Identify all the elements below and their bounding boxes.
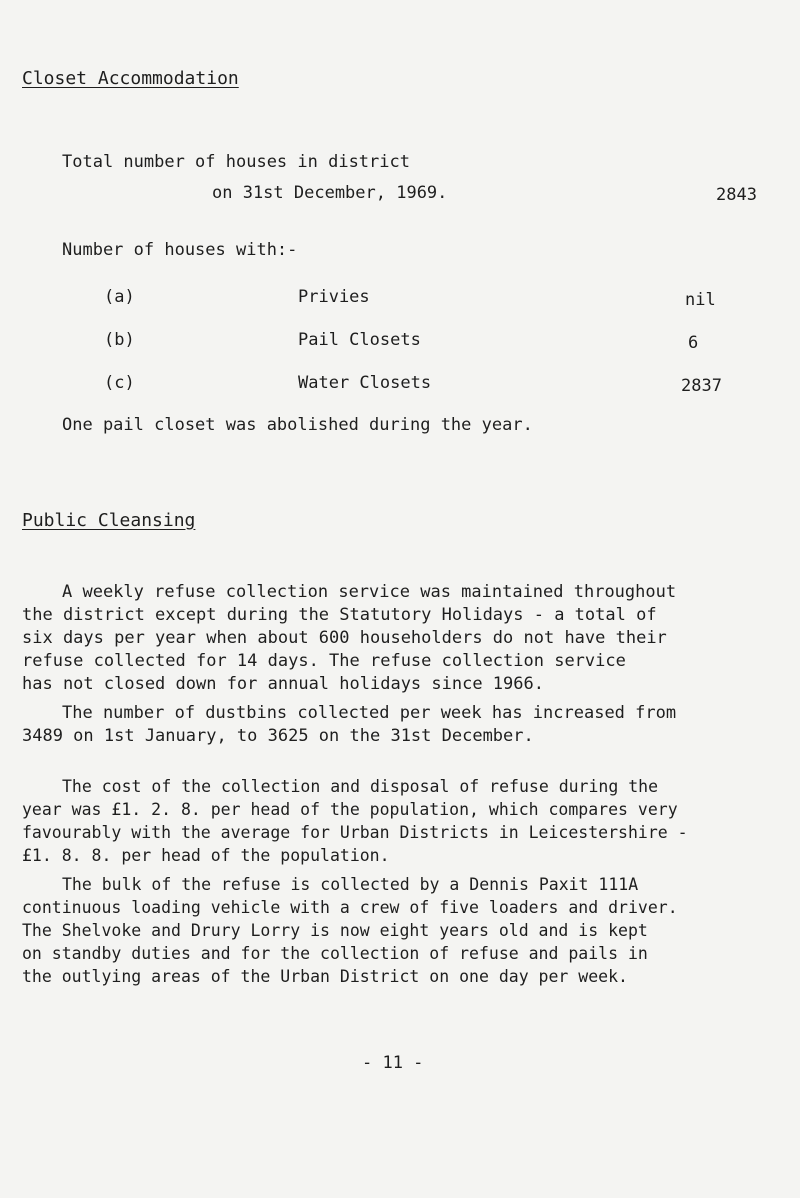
paragraph-line: six days per year when about 600 householders do not have their bbox=[22, 628, 667, 648]
total-houses-label: Total number of houses in district bbox=[62, 152, 410, 172]
paragraph-line: The cost of the collection and disposal of refuse during the bbox=[62, 777, 659, 796]
dustbins-paragraph bbox=[22, 702, 676, 748]
page-number: - 11 - bbox=[362, 1053, 424, 1073]
paragraph-line: £1. 8. 8. per head of the population. bbox=[22, 846, 390, 865]
row-a-value: nil bbox=[685, 290, 716, 310]
paragraph-line: The Shelvoke and Drury Lorry is now eight years old and is kept bbox=[22, 921, 648, 940]
paragraph-line: the district except during the Statutory Holidays - a total of bbox=[22, 605, 657, 625]
row-b-key: (b) bbox=[104, 330, 135, 350]
paragraph-line: refuse collected for 14 days. The refuse collection service bbox=[22, 651, 626, 671]
paragraph-line: A weekly refuse collection service was maintained throughout bbox=[62, 582, 677, 602]
paragraph-line: favourably with the average for Urban Districts in Leicestershire - bbox=[22, 823, 688, 842]
row-b-value: 6 bbox=[688, 333, 699, 353]
public-cleansing-heading: Public Cleansing bbox=[22, 510, 196, 531]
number-of-houses-label: Number of houses with:- bbox=[62, 240, 298, 260]
total-houses-value: 2843 bbox=[716, 185, 757, 205]
row-c-key: (c) bbox=[104, 373, 135, 393]
cost-paragraph bbox=[22, 775, 688, 867]
paragraph-line: the outlying areas of the Urban District on one day per week. bbox=[22, 967, 628, 986]
paragraph-line: on standby duties and for the collection of refuse and pails in bbox=[22, 944, 648, 963]
row-c-value: 2837 bbox=[681, 376, 722, 396]
row-a-key: (a) bbox=[104, 287, 135, 307]
paragraph-line: year was £1. 2. 8. per head of the population, which compares very bbox=[22, 800, 678, 819]
paragraph-line: The number of dustbins collected per week has increased from bbox=[62, 703, 677, 723]
row-b-label: Pail Closets bbox=[298, 330, 421, 350]
closet-accommodation-heading: Closet Accommodation bbox=[22, 68, 239, 89]
total-houses-date: on 31st December, 1969. bbox=[212, 183, 448, 203]
paragraph-line: has not closed down for annual holidays since 1966. bbox=[22, 674, 544, 694]
pail-closet-note: One pail closet was abolished during the year. bbox=[62, 415, 533, 435]
refuse-collection-paragraph bbox=[22, 581, 676, 696]
row-c-label: Water Closets bbox=[298, 373, 432, 393]
vehicle-paragraph bbox=[22, 873, 678, 988]
paragraph-line: 3489 on 1st January, to 3625 on the 31st December. bbox=[22, 726, 534, 746]
row-a-label: Privies bbox=[298, 287, 370, 307]
paragraph-line: continuous loading vehicle with a crew of five loaders and driver. bbox=[22, 898, 678, 917]
paragraph-line: The bulk of the refuse is collected by a Dennis Paxit 111A bbox=[62, 875, 639, 894]
